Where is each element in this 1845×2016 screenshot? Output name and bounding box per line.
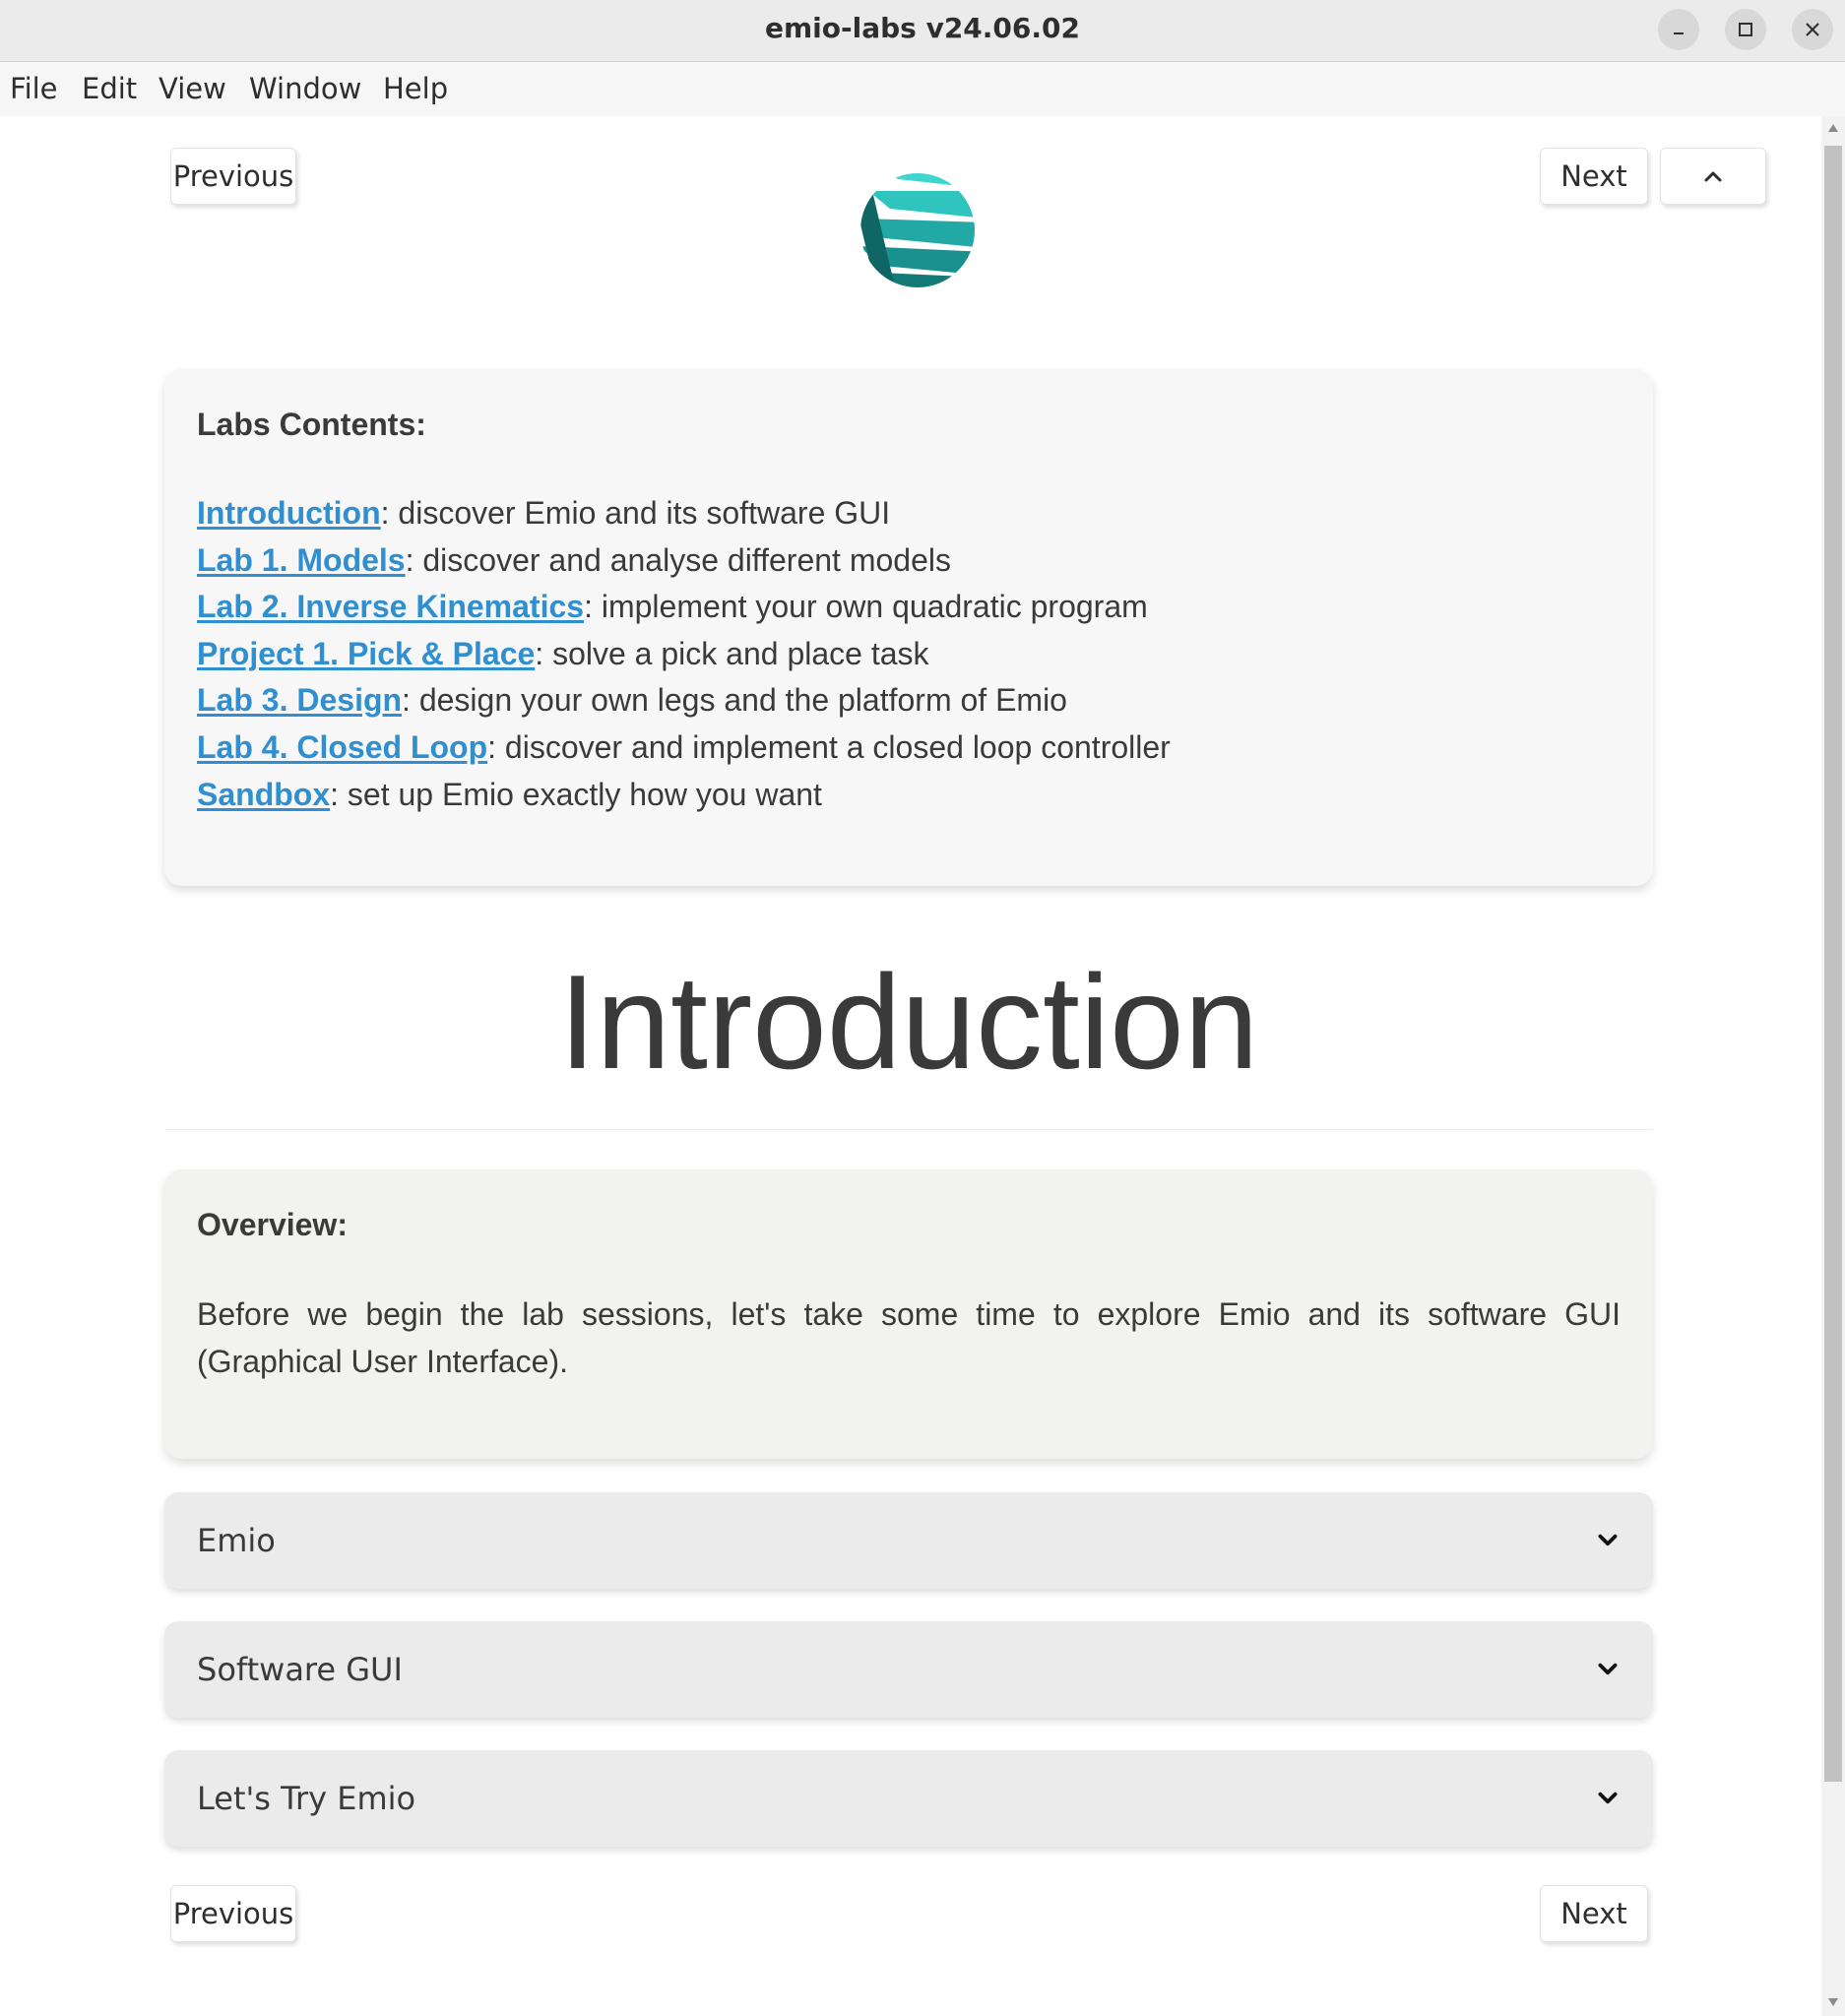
labs-contents-list [197, 490, 1621, 818]
menu-help[interactable]: Help [383, 72, 449, 105]
list-item-description: : set up Emio exactly how you want [330, 776, 822, 812]
chevron-down-icon [1595, 1786, 1621, 1811]
divider [164, 1129, 1653, 1130]
next-button-top[interactable]: Next [1540, 148, 1648, 205]
previous-button-bottom[interactable]: Previous [170, 1885, 296, 1942]
labs-contents-heading: Labs Contents: [197, 407, 426, 442]
maximize-button[interactable] [1725, 9, 1766, 50]
list-item-description: : implement your own quadratic program [584, 589, 1148, 625]
chevron-down-icon [1595, 1657, 1621, 1682]
section-software-gui[interactable] [164, 1621, 1653, 1718]
maximize-icon [1736, 20, 1755, 39]
list-item [197, 584, 1621, 631]
title-bar [0, 0, 1845, 62]
emio-logo [859, 171, 977, 289]
list-item [197, 631, 1621, 678]
overview-card [164, 1169, 1653, 1459]
list-item-description: : solve a pick and place task [535, 635, 929, 671]
list-item [197, 677, 1621, 724]
link-introduction[interactable]: Introduction [197, 495, 381, 531]
overview-text: Before we begin the lab sessions, let's take some time to explore Emio and its software GUI (Graphical User Interface). [197, 1296, 1621, 1379]
list-item [197, 724, 1621, 772]
scrollbar-thumb[interactable] [1824, 146, 1842, 1782]
next-button-bottom[interactable]: Next [1540, 1885, 1648, 1942]
previous-button-top[interactable]: Previous [170, 148, 296, 205]
chevron-down-icon [1595, 1528, 1621, 1553]
scroll-down-arrow-icon[interactable] [1827, 1996, 1839, 2008]
overview-heading: Overview: [197, 1207, 348, 1242]
menu-file[interactable]: File [10, 72, 58, 105]
minimize-button[interactable] [1658, 9, 1699, 50]
list-item [197, 772, 1621, 819]
collapse-button[interactable] [1660, 148, 1766, 205]
link-lab1-models[interactable]: Lab 1. Models [197, 541, 406, 578]
list-item-description: : discover and implement a closed loop controller [487, 728, 1171, 765]
window-title: emio-labs v24.06.02 [765, 12, 1080, 44]
scroll-up-arrow-icon[interactable] [1827, 122, 1839, 134]
menu-view[interactable]: View [159, 72, 226, 105]
list-item [197, 490, 1621, 537]
list-item [197, 537, 1621, 585]
section-label: Let's Try Emio [197, 1780, 416, 1817]
link-sandbox[interactable]: Sandbox [197, 776, 331, 812]
page-title: Introduction [558, 947, 1259, 1097]
list-item-description: : discover and analyse different models [405, 541, 951, 578]
close-icon [1803, 20, 1822, 39]
section-emio[interactable] [164, 1492, 1653, 1589]
menu-edit[interactable]: Edit [82, 72, 138, 105]
link-project1-pick-place[interactable]: Project 1. Pick & Place [197, 635, 536, 671]
link-lab2-inverse-kinematics[interactable]: Lab 2. Inverse Kinematics [197, 589, 585, 625]
chevron-up-icon [1701, 164, 1725, 188]
link-lab3-design[interactable]: Lab 3. Design [197, 682, 403, 719]
content-area [0, 116, 1821, 2016]
menu-window[interactable]: Window [249, 72, 362, 105]
list-item-description: : discover Emio and its software GUI [380, 495, 891, 531]
section-label: Software GUI [197, 1651, 403, 1688]
minimize-icon [1669, 20, 1688, 39]
section-lets-try-emio[interactable] [164, 1750, 1653, 1847]
link-lab4-closed-loop[interactable]: Lab 4. Closed Loop [197, 728, 488, 765]
labs-contents-card [164, 369, 1653, 886]
menu-bar [0, 62, 1845, 116]
close-window-button[interactable] [1792, 9, 1833, 50]
list-item-description: : design your own legs and the platform of Emio [402, 682, 1067, 719]
section-label: Emio [197, 1522, 276, 1559]
